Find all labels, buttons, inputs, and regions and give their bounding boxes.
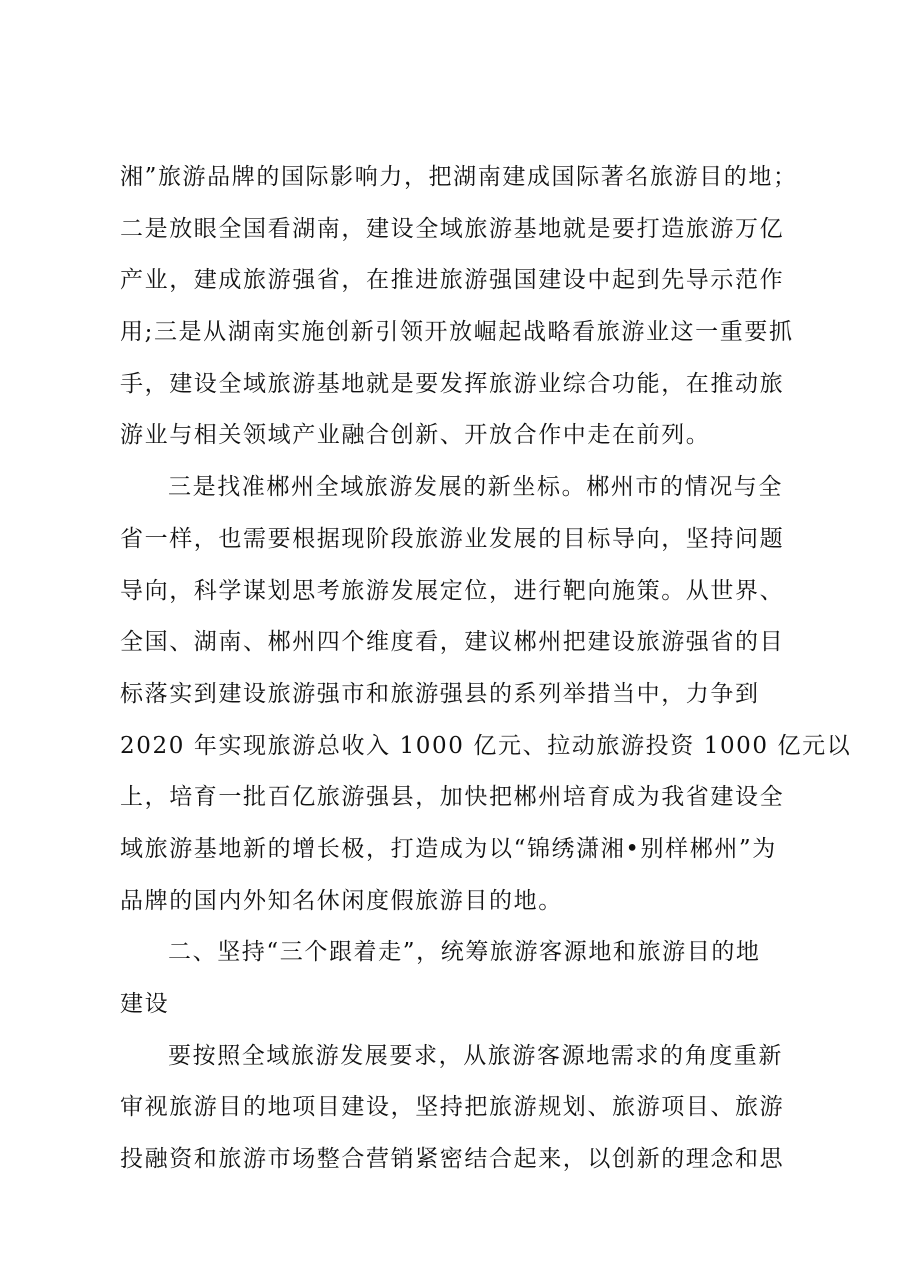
text-line: 游业与相关领域产业融合创新、开放合作中走在前列。 xyxy=(120,422,711,449)
text-line: 投融资和旅游市场整合营销紧密结合起来，以创新的理念和思 xyxy=(120,1146,785,1173)
text-line: 标落实到建设旅游强市和旅游强县的系列举措当中，力争到 xyxy=(120,680,760,707)
text-line: 二是放眼全国看湖南，建设全域旅游基地就是要打造旅游万亿 xyxy=(120,215,785,242)
section-heading: 二、坚持“三个跟着走”，统筹旅游客源地和旅游目的地 xyxy=(168,939,761,966)
text-line: 产业，建成旅游强省，在推进旅游强国建设中起到先导示范作 xyxy=(120,267,785,294)
text-line: 全国、湖南、郴州四个维度看，建议郴州把建设旅游强省的目 xyxy=(120,629,785,656)
section-heading-continued: 建设 xyxy=(120,991,170,1017)
paragraph-first-line: 三是找准郴州全域旅游发展的新坐标。郴州市的情况与全 xyxy=(168,474,783,501)
text-line: 手，建设全域旅游基地就是要发挥旅游业综合功能，在推动旅 xyxy=(120,370,785,397)
text-line: 域旅游基地新的增长极，打造成为以“锦绣潇湘•别样郴州”为 xyxy=(120,835,777,862)
paragraph-first-line: 要按照全域旅游发展要求，从旅游客源地需求的角度重新 xyxy=(168,1042,783,1069)
text-line: 审视旅游目的地项目建设，坚持把旅游规划、旅游项目、旅游 xyxy=(120,1094,785,1121)
text-line: 省一样，也需要根据现阶段旅游业发展的目标导向，坚持问题 xyxy=(120,525,785,552)
text-line: 导向，科学谋划思考旅游发展定位，进行靶向施策。从世界、 xyxy=(120,577,785,604)
text-line: 用;三是从湖南实施创新引领开放崛起战略看旅游业这一重要抓 xyxy=(120,319,794,346)
text-line: 品牌的国内外知名休闲度假旅游目的地。 xyxy=(120,887,563,914)
text-line: 上，培育一批百亿旅游强县，加快把郴州培育成为我省建设全 xyxy=(120,784,785,811)
text-line: 湘”旅游品牌的国际影响力，把湖南建成国际著名旅游目的地； xyxy=(120,164,798,190)
text-line: 2020 年实现旅游总收入 1000 亿元、拉动旅游投资 1000 亿元以 xyxy=(120,732,852,759)
document-body xyxy=(120,152,852,1186)
